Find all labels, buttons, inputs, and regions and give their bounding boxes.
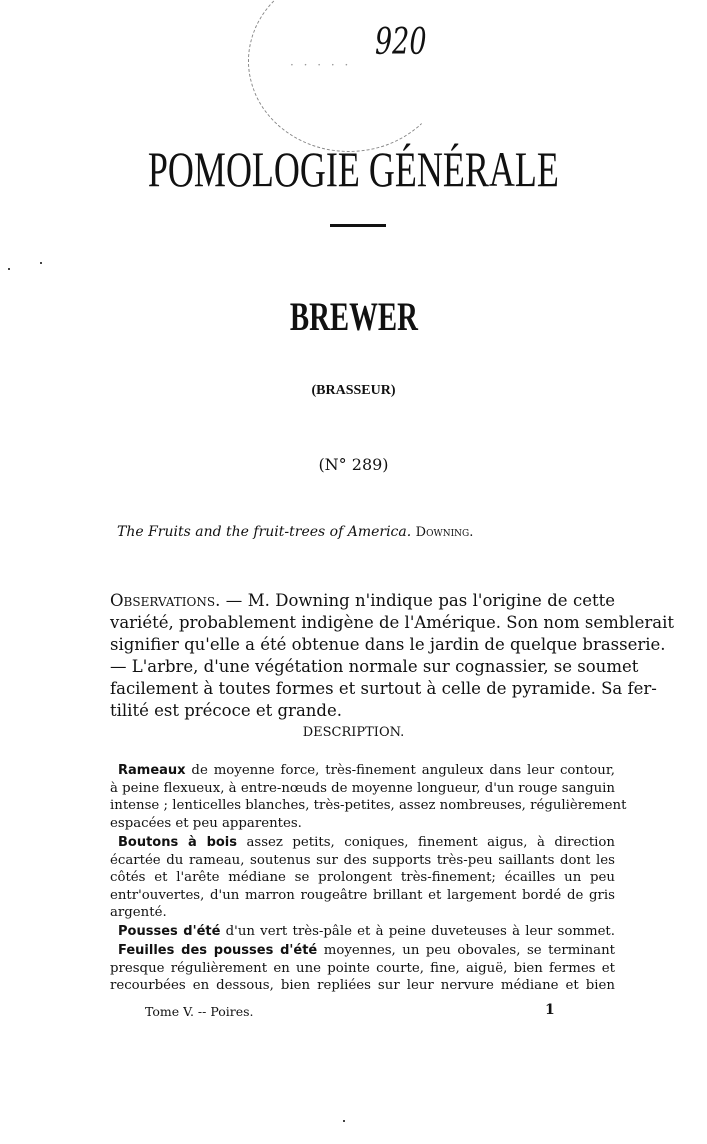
footer-signature-number: 1 — [545, 1002, 555, 1018]
stamp-faint-text: · · · · · — [290, 58, 352, 72]
variety-translation: (BRASSEUR) — [311, 383, 396, 398]
variety-number: (N° 289) — [318, 455, 389, 474]
description-paragraph-rameaux: Rameaux de moyenne force, très-finement anguleux dans leur contour, à peine flexueux, à entre-nœuds de moyenne longueur, d'un rouge sanguin intense ; lenticelles blanches, très-petites, assez nombreuses, régulièrement espacées et peu apparentes. — [110, 763, 627, 831]
footer-signature: Tome V. -- Poires. — [145, 1004, 254, 1019]
scan-speck — [343, 1120, 345, 1122]
description-paragraph-pousses: Pousses d'été d'un vert très-pâle et à peine duveteuses à leur sommet. — [118, 924, 616, 939]
description-heading: DESCRIPTION. — [302, 725, 405, 740]
scan-speck — [8, 268, 10, 270]
citation: The Fruits and the fruit-trees of America. Downing. — [117, 524, 474, 540]
title-rule — [330, 224, 386, 227]
page-title: POMOLOGIE GÉNÉRALE — [148, 141, 559, 197]
description-paragraph-feuilles: Feuilles des pousses d'été moyennes, un peu obovales, se terminant presque régulièrement en une pointe courte, fine, aiguë, bien fermes et recourbées en dessous, bien repliées sur leur nervure médiane et bien — [110, 943, 615, 993]
observations-paragraph: Observations. — M. Downing n'indique pas l'origine de cette variété, probablement indigène de l'Amérique. Son nom semblerait signifier qu'elle a été obtenue dans le jardin de quelque brasserie. — L'arbre, d'une végétation normale sur cognassier, se soumet facilement à toutes formes et surtout à celle de pyramide. Sa fer- tilité est précoce et grande. — [110, 591, 674, 720]
handwritten-number: 920 — [375, 22, 427, 63]
variety-name: BREWER — [289, 294, 418, 339]
description-paragraph-boutons: Boutons à bois assez petits, coniques, finement aigus, à direction écartée du rameau, soutenus sur des supports très-peu saillants dont les côtés et l'arête médiane se prolongent très-finement; écailles un peu entr'ouvertes, d'un marron rougeâtre brillant et largement bordé de gris argenté. — [110, 835, 615, 920]
scan-speck — [40, 262, 42, 264]
